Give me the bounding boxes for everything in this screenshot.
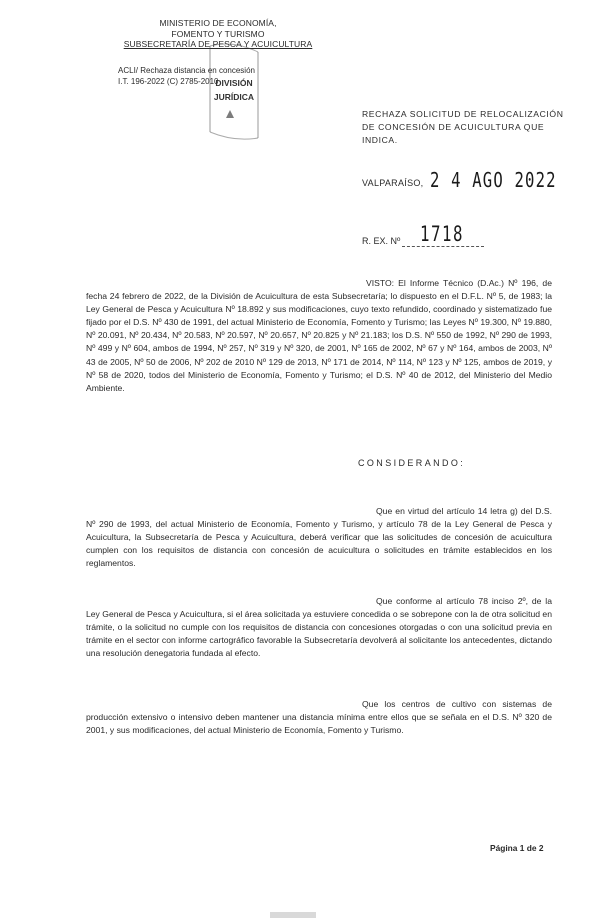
- resolution-title: RECHAZA SOLICITUD DE RELOCALIZACIÓN DE CONCESIÓN DE ACUICULTURA QUE INDICA.: [362, 109, 564, 145]
- resolution-number: 1718: [420, 222, 464, 246]
- ministry-line-1: MINISTERIO DE ECONOMÍA,: [159, 18, 277, 28]
- considerando-paragraph-3: Que los centros de cultivo con sistemas de producción extensivo o intensivo deben mantener una distancia mínima entre ellos que se señala en el D.S. Nº 320 de 2001, y sus modificaciones, del actual Ministerio de Economía, Fomento y Turismo.: [86, 699, 552, 736]
- ministry-line-3: SUBSECRETARÍA DE PESCA Y ACUICULTURA: [123, 39, 313, 49]
- considerando-paragraph-1: Que en virtud del artículo 14 letra g) del D.S. Nº 290 de 1993, del actual Ministerio de Economía, Fomento y Turismo, y artículo 78 de la Ley General de Pesca y Acuicultura, la Subsecretaría de Pesca y Acuicultura, deberá verificar que las solicitudes de concesión de acuicultura cumplen con los requisitos de distancia con concesión de acuicultura o solicitudes en trámite establecidos en los reglamentos.: [86, 506, 552, 569]
- reference-line-1: ACLI/ Rechaza distancia en concesión: [118, 66, 255, 75]
- reference-line-2: I.T. 196-2022 (C) 2785-2010: [118, 76, 219, 86]
- stamp-emblem-icon: [226, 110, 234, 118]
- place-label: VALPARAÍSO,: [362, 178, 424, 188]
- stamp-word-2: JURÍDICA: [213, 92, 255, 102]
- considerando-heading: CONSIDERANDO:: [358, 458, 466, 468]
- resolution-number-line: [402, 246, 484, 247]
- scan-mark: [270, 912, 316, 918]
- juridica-stamp: [196, 42, 272, 140]
- stamp-word-1: DIVISIÓN: [215, 78, 253, 88]
- considerando-paragraph-2: Que conforme al artículo 78 inciso 2º, de la Ley General de Pesca y Acuicultura, si el área solicitada ya estuviere concedida o se sobrepone con la de otra solicitud en trámite, o la solicitud no cumple con los requisitos de distancia con concesiones otorgadas o con una solicitud previa en trámite en el sector con informe cartográfico favorable la Subsecretaría devolverá al solicitante los antecedentes, dictando una resolución denegatoria fundada al efecto.: [86, 596, 552, 659]
- visto-paragraph: VISTO: El Informe Técnico (D.Ac.) Nº 196, de fecha 24 febrero de 2022, de la División de Acuicultura de esta Subsecretaría; lo dispuesto en el D.F.L. Nº 5, de 1983; la Ley General de Pesca y Acuicultura Nº 18.892 y sus modificaciones, cuyo texto refundido, coordinado y sistematizado fue fijado por el D.S. Nº 430 de 1991, del actual Ministerio de Economía, Fomento y Turismo; las Leyes Nº 19.300, Nº 19.880, Nº 20.091, Nº 20.434, Nº 20.583, Nº 20.597, Nº 20.657, Nº 20.825 y Nº 21.183; los D.S. Nº 550 de 1992, Nº 290 de 1993, Nº 499 y Nº 604, ambos de 1994, Nº 257, Nº 319 y Nº 320, de 2001, Nº 165 de 2002, Nº 67 y Nº 164, ambos de 2003, Nº 43 de 2005, Nº 50 de 2006, Nº 202 de 2010 Nº 129 de 2013, Nº 171 de 2014, Nº 114, Nº 123 y Nº 125, ambos de 2019, y Nº 58 de 2020, todos del Ministerio de Economía, Fomento y Turismo; el D.S. Nº 40 de 2012, del Ministerio del Medio Ambiente.: [86, 278, 552, 393]
- ministry-line-2: FOMENTO Y TURISMO: [171, 28, 265, 39]
- stamped-date: 2 4 AGO 2022: [430, 168, 557, 192]
- resolution-label: R. EX. Nº: [362, 236, 401, 246]
- page-number: Página 1 de 2: [490, 843, 544, 853]
